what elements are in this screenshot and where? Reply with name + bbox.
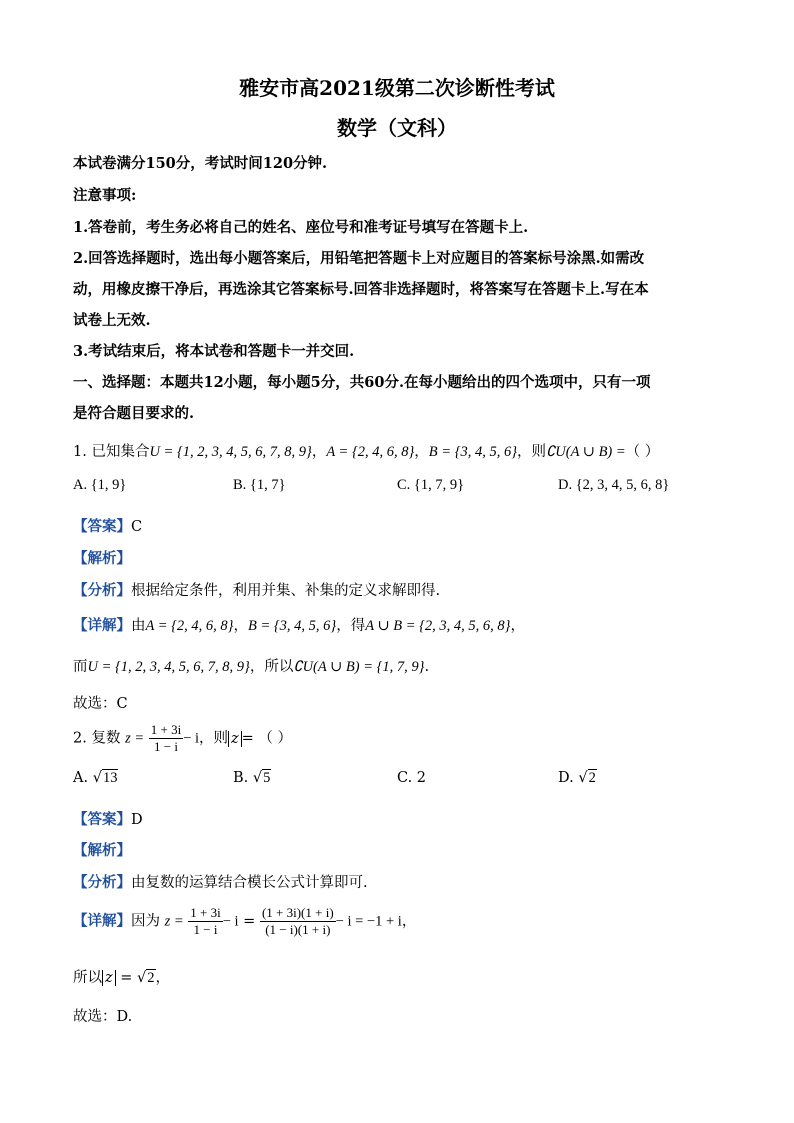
q2-detail: 【详解】因为 z = $\frac{1 + 3i}{1 - i}$ − i = $\frac{(1 + 3i)(1 + i)}{(1 - i)(1 + i)}$ − i = −1 + i， bbox=[73, 905, 417, 937]
q1-ask: ，则 bbox=[517, 444, 547, 460]
q2-detail-pre: 因为 bbox=[131, 913, 160, 930]
q1-fenxi-tag: 【分析】 bbox=[73, 582, 131, 599]
q1-detail2-mid: ，所以 bbox=[249, 659, 294, 675]
q2-option-d-label: D. bbox=[558, 770, 574, 786]
q2-option-b-label: B. bbox=[233, 770, 249, 786]
q1-fenxi-text: 根据给定条件，利用并集、补集的定义求解即得. bbox=[131, 583, 441, 599]
q1-detail2-pre: 而 bbox=[73, 659, 88, 675]
q2-option-a: A. √13 bbox=[73, 770, 118, 786]
question-2 bbox=[73, 722, 292, 755]
q2-fenxi-tag: 【分析】 bbox=[73, 874, 131, 891]
q1-detail2-result: ∁U(A ∪ B) = {1, 7, 9} bbox=[293, 659, 425, 675]
q1-option-d: D. {2, 3, 4, 5, 6, 8} bbox=[558, 477, 670, 493]
q2-detail-tag: 【详解】 bbox=[73, 912, 131, 930]
q2-option-b-root: 5 bbox=[263, 770, 271, 786]
page-title: 雅安市高2021级第二次诊断性考试 bbox=[239, 76, 555, 100]
q2-analysis bbox=[73, 839, 131, 860]
q2-so-root: 2 bbox=[147, 970, 155, 986]
q2-prefix: 2. 复数 bbox=[73, 730, 121, 747]
q2-choose: 故选：D. bbox=[73, 1009, 133, 1025]
q1-option-c: C. {1, 7, 9} bbox=[397, 477, 465, 493]
q1-set-a: A = {2, 4, 6, 8} bbox=[326, 444, 415, 460]
q1-analysis-tag: 【解析】 bbox=[73, 550, 131, 567]
section-heading-cont: 是符合题目要求的. bbox=[73, 405, 195, 422]
q1-detail-a: 由 bbox=[131, 618, 146, 634]
q2-analysis-tag: 【解析】 bbox=[73, 842, 131, 859]
notes-heading: 注意事项: bbox=[73, 187, 137, 204]
q1-fenxi bbox=[73, 579, 440, 600]
q1-paren: （ ） bbox=[625, 444, 660, 460]
q1-detail-set-b: B = {3, 4, 5, 6} bbox=[247, 618, 337, 634]
q1-detail-tag: 【详解】 bbox=[73, 617, 131, 634]
q2-detail-frac2 bbox=[260, 905, 336, 938]
q2-option-d: D. √2 bbox=[558, 770, 596, 786]
q2-so-pre: 所以 bbox=[73, 970, 102, 986]
q2-answer bbox=[73, 808, 143, 829]
q2-detail-minus-i: − i bbox=[222, 913, 239, 930]
q2-option-d-root: 2 bbox=[588, 770, 596, 786]
note-3: 3.考试结束后，将本试卷和答题卡一并交回. bbox=[73, 343, 355, 360]
q2-option-b: B. √5 bbox=[233, 770, 271, 786]
q1-answer-value: C bbox=[131, 519, 143, 535]
intro-text: 本试卷满分150分，考试时间120分钟. bbox=[73, 155, 328, 172]
q2-so-abs: z bbox=[102, 970, 116, 986]
q2-eq-paren: = （ ） bbox=[241, 730, 293, 747]
q2-answer-tag: 【答案】 bbox=[73, 811, 131, 828]
q2-option-c: C. 2 bbox=[397, 770, 427, 786]
q2-ask: ，则 bbox=[199, 730, 229, 747]
q1-set-b: B = {3, 4, 5, 6} bbox=[428, 444, 518, 460]
q2-so-eq: = bbox=[120, 970, 133, 986]
q2-detail-tail: − i = −1 + i bbox=[335, 913, 402, 930]
q2-fraction-den: 1 − i bbox=[153, 739, 178, 754]
q1-option-a: A. {1, 9} bbox=[73, 477, 127, 493]
q2-detail-frac1 bbox=[188, 905, 222, 938]
question-1: 1. 已知集合U = {1, 2, 3, 4, 5, 6, 7, 8, 9}，A = {2, 4, 6, 8}，B = {3, 4, 5, 6}，则∁U(A ∪ B) =（ ） bbox=[73, 444, 660, 460]
q2-z-eq: z = bbox=[125, 730, 145, 747]
q2-detail-frac2-num: (1 + 3i)(1 + i) bbox=[261, 905, 334, 920]
q2-detail-frac2-den: (1 − i)(1 + i) bbox=[265, 922, 331, 937]
q1-expr: ∁U(A ∪ B) = bbox=[546, 444, 626, 460]
q2-fenxi-text: 由复数的运算结合模长公式计算即可. bbox=[131, 875, 368, 891]
q1-option-b: B. {1, 7} bbox=[233, 477, 286, 493]
q1-detail-set-a: A = {2, 4, 6, 8} bbox=[145, 618, 234, 634]
q2-option-a-root: 13 bbox=[102, 770, 118, 786]
q1-answer-tag: 【答案】 bbox=[73, 518, 131, 535]
q2-detail-frac1-num: 1 + 3i bbox=[190, 905, 221, 920]
q1-choose: 故选：C bbox=[73, 696, 128, 712]
q2-abs-z: z bbox=[228, 731, 242, 747]
q1-answer bbox=[73, 515, 142, 536]
q1-detail-2: 而U = {1, 2, 3, 4, 5, 6, 7, 8, 9}，所以∁U(A ∪ B) = {1, 7, 9}. bbox=[73, 659, 430, 675]
note-2: 2.回答选择题时，选出每小题答案后，用铅笔把答题卡上对应题目的答案标号涂黑.如需改 bbox=[73, 250, 645, 267]
note-2-cont: 动，用橡皮擦干净后，再选涂其它答案标号.回答非选择题时，将答案写在答题卡上.写在本 bbox=[73, 281, 649, 298]
q2-fraction bbox=[149, 722, 183, 755]
q1-prefix: 1. 已知集合 bbox=[73, 444, 150, 460]
q1-detail-union: A ∪ B = {2, 3, 4, 5, 6, 8} bbox=[365, 618, 511, 634]
q2-minus-i: − i bbox=[183, 730, 200, 747]
q2-detail-frac1-den: 1 − i bbox=[193, 922, 218, 937]
note-1: 1.答卷前，考生务必将自己的姓名、座位号和准考证号填写在答题卡上. bbox=[73, 219, 529, 236]
q1-detail2-set-u: U = {1, 2, 3, 4, 5, 6, 7, 8, 9} bbox=[87, 659, 250, 675]
page-subtitle: 数学（文科） bbox=[337, 116, 457, 140]
note-2-end: 试卷上无效. bbox=[73, 312, 151, 329]
q1-set-u: U = {1, 2, 3, 4, 5, 6, 7, 8, 9} bbox=[149, 444, 312, 460]
q2-answer-value: D bbox=[131, 812, 143, 828]
section-heading: 一、选择题：本题共12小题，每小题5分，共60分.在每小题给出的四个选项中，只有一项 bbox=[73, 374, 651, 391]
q1-detail-get: ，得 bbox=[336, 618, 366, 634]
q2-fenxi bbox=[73, 871, 368, 892]
q2-fraction-num: 1 + 3i bbox=[150, 722, 182, 737]
q1-analysis bbox=[73, 547, 131, 568]
q1-detail: 【详解】由A = {2, 4, 6, 8}，B = {3, 4, 5, 6}，得A ∪ B = {2, 3, 4, 5, 6, 8}， bbox=[73, 617, 525, 634]
q2-detail-z-eq: z = bbox=[164, 913, 184, 930]
q2-option-a-label: A. bbox=[73, 770, 89, 786]
q2-so: 所以 z = √2， bbox=[73, 970, 171, 986]
